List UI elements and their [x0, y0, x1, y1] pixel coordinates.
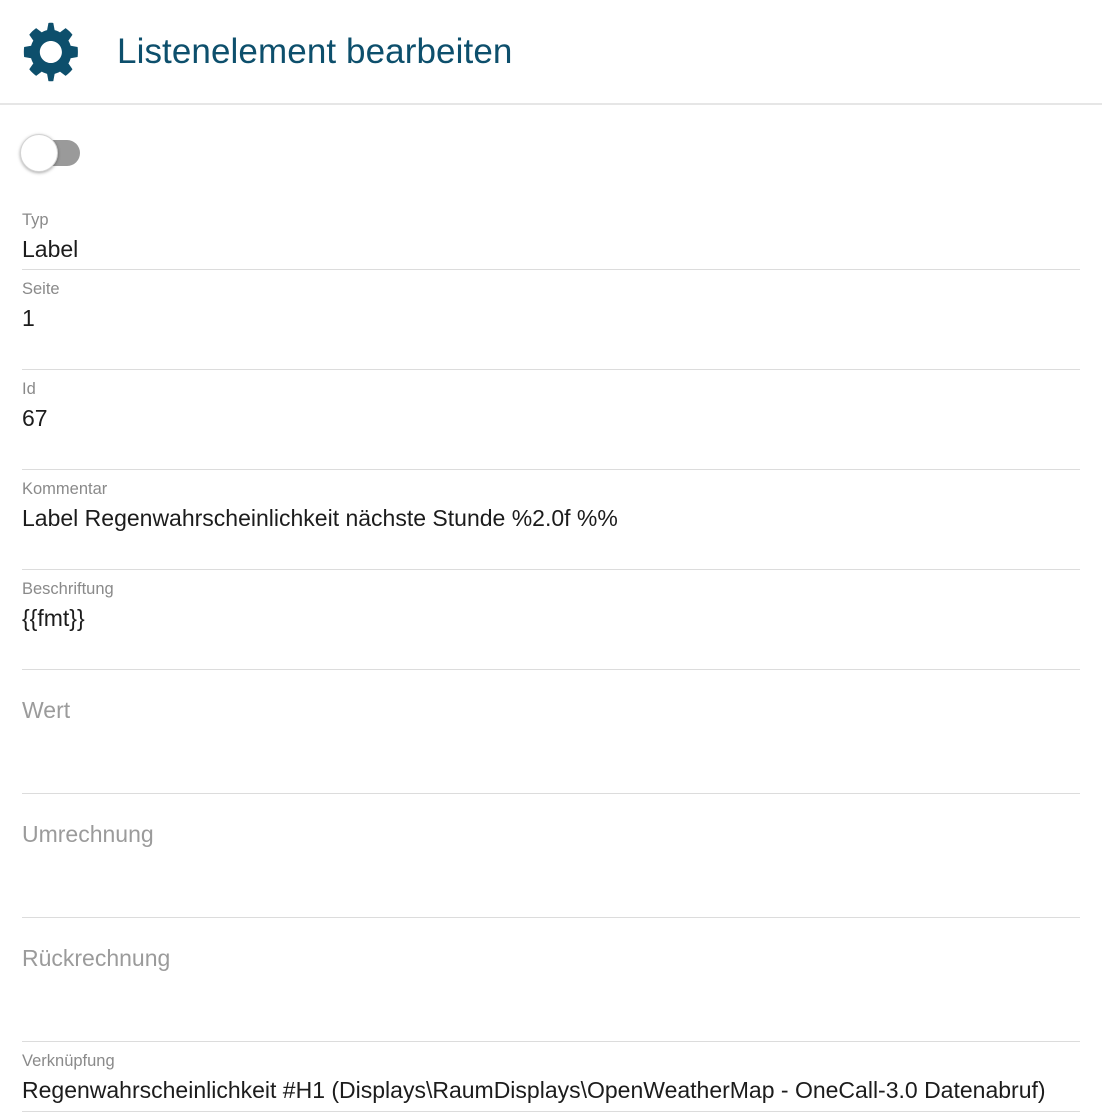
page-header [0, 0, 1102, 105]
field-id[interactable] [22, 370, 1080, 470]
field-value[interactable]: 67 [22, 405, 48, 431]
field-label: Wert [22, 697, 71, 723]
field-umrechnung[interactable] [22, 794, 1080, 918]
enabled-toggle[interactable] [22, 140, 80, 166]
field-label: Umrechnung [22, 821, 154, 847]
field-typ[interactable] [22, 201, 1080, 270]
enabled-toggle-row [22, 105, 1080, 201]
field-wert[interactable] [22, 670, 1080, 794]
field-label: Beschriftung [22, 580, 114, 598]
field-label: Verknüpfung [22, 1052, 115, 1070]
field-value[interactable]: 1 [22, 305, 35, 331]
page-title: Listenelement bearbeiten [117, 31, 513, 71]
field-rueckrechnung[interactable] [22, 918, 1080, 1042]
gear-icon [22, 21, 84, 83]
field-label: Id [22, 380, 36, 398]
field-value[interactable]: {{fmt}} [22, 605, 85, 631]
field-seite[interactable] [22, 270, 1080, 370]
form-body [0, 105, 1102, 1112]
field-verknuepfung[interactable] [22, 1042, 1080, 1112]
field-label: Typ [22, 211, 49, 229]
field-label: Kommentar [22, 480, 108, 498]
toggle-knob [20, 134, 58, 172]
field-beschriftung[interactable] [22, 570, 1080, 670]
field-label: Seite [22, 280, 60, 298]
field-value[interactable]: Regenwahrscheinlichkeit #H1 (Displays\RaumDisplays\OpenWeatherMap - OneCall-3.0 Datenabruf) [22, 1077, 1046, 1103]
field-label: Rückrechnung [22, 945, 171, 971]
field-kommentar[interactable] [22, 470, 1080, 570]
field-value[interactable]: Label [22, 236, 79, 262]
field-value[interactable]: Label Regenwahrscheinlichkeit nächste Stunde %2.0f %% [22, 505, 618, 531]
